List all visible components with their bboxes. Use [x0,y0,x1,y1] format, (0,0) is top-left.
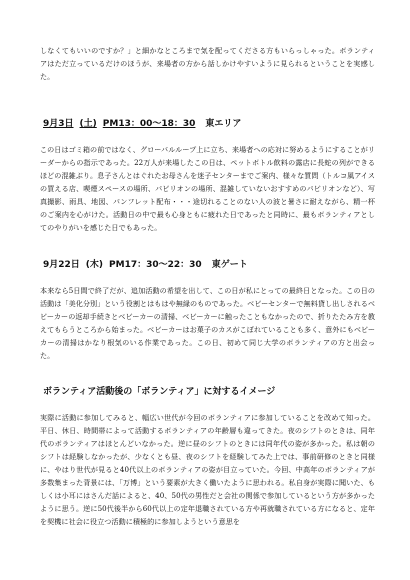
intro-paragraph: しなくてもいいのですか？」と細かなところまで気を配ってくださる方もいらっしゃった。ボランティアはただ立っているだけのほうが、来場者の方から話しかけやすいように見られるということを実感した。 [40,46,375,81]
section-body-sep3: この日はゴミ箱の前ではなく、グローバルループ上に立ち、来場者への応対に努めるようにすることがリーダーからの指示であった。22万人が来場したこの日は、ペットボトル飲料の露店に長蛇の列ができるほどの混雑ぶり。息子さんとはぐれたお母さんを迷子センターまでご案内、様々な質問（トルコ風アイスの買える店、喫煙スペースの場所、パビリオンの場所、混雑していないおすすめのパビリオンなど）、写真撮影、雨具、地図、パンフレット配布・・・途切れることのない人の波と暑さに耐えながら、精一杯のご案内を心がけた。活動日の中で最も心身ともに疲れた日であったと同時に、最もボランティアとしてのやりがいを感じた日でもあった。 [40,145,375,232]
section-body-sep22: 本来なら5日間で終了だが、追加活動の希望を出して、この日が私にとっての最終日となった。この日の活動は「美化分別」という役割とはもはや無縁のものであった。ベビーセンターで無料貸し出しされるベビーカーの返却手続きとベビーカーの清掃、ベビーカーに触ったこともなかったので、折りたたみ方を教えてもらうところから始まった。ベビーカーはお菓子のカスがこぼれていることも多く、意外にもベビーカーの清掃はかなり根気のいる作業であった。この日、初めて同じ大学のボランティアの方と出会った。 [40,286,375,360]
section-heading-sep22 [43,259,373,271]
heading-time: PM17：30〜22：30 [109,260,202,270]
heading-area: 東ゲート [211,260,248,270]
section-body-image: 実際に活動に参加してみると、幅広い世代が今回のボランティアに参加していることを改めて知った。平日、休日、時間帯によって活動するボランティアの年齢層も違ってきた。夜のシフトのときは、同年代のボランティアはほとんどいなかった。逆に昼のシフトのときには同年代の姿が多かった。私は朝のシフトは経験しなかったが、少なくとも昼、夜のシフトを経験してみた上では、事前研修のときと同様に、やはり世代が見ると40代以上のボランティアの姿が目立っていた。今回、中高年のボランティアが多数集まった背景には、「万博」という要素が大きく働いたように思われる。私自身が実際に聞いた、もしくは小耳にはさんだ話によると、40、50代の男性だと会社の関係で参加しているという方が多かったように思う。逆に50代後半から60代以上の定年退職されている方や再就職されている方になると、定年を契機に社会に役立つ活動に積極的に参加しようという意思を [40,413,375,526]
heading-date: 9月22日 (木) [43,260,104,270]
heading-time: PM13：00〜18：30 [102,119,196,129]
heading-area: 東エリア [205,119,242,129]
section-heading-image: ボランティア活動後の「ボランティア」に対するイメージ [43,387,276,397]
section-heading-sep3 [43,118,373,130]
heading-date: 9月3日 (土) [43,119,97,129]
